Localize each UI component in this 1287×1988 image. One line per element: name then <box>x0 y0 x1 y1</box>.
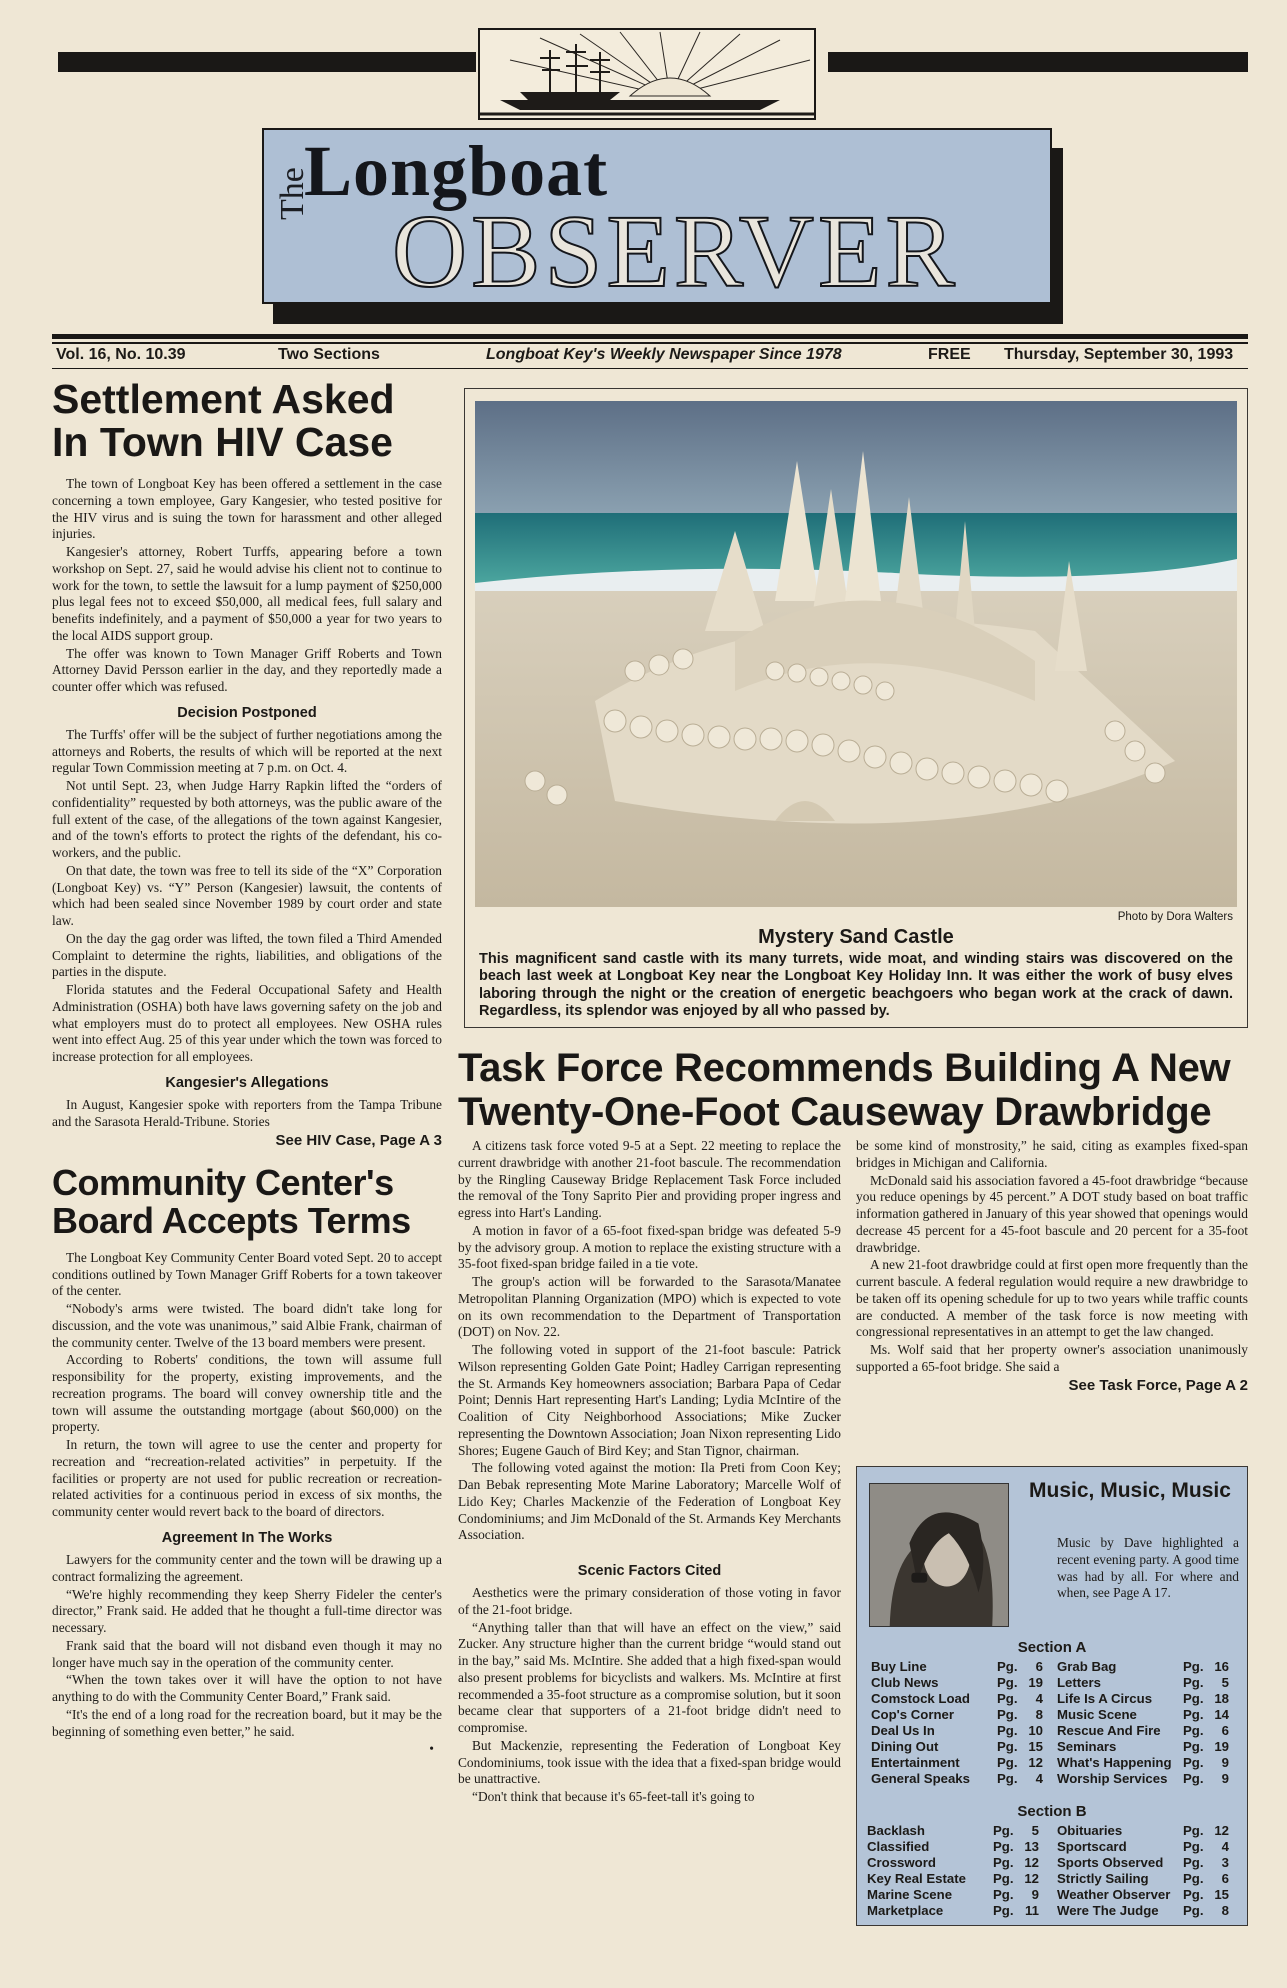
index-entry <box>1057 1723 1229 1739</box>
index-entry-num: 5 <box>1221 1675 1229 1690</box>
index-entry-pg: Pg. <box>1183 1839 1204 1854</box>
index-entry <box>867 1887 1039 1903</box>
index-entry-name: Marine Scene <box>867 1887 953 1902</box>
sand-castle-feature <box>464 388 1248 1028</box>
article-paragraph: Aesthetics were the primary consideration of those voting in favor of the 21-foot bridge. <box>458 1585 841 1617</box>
index-entry-num: 4 <box>1035 1771 1043 1786</box>
article-paragraph: On the day the gag order was lifted, the town filed a Third Amended Complaint to determine the rights, liabilities, and obligations of the parties in the dispute. <box>52 930 442 980</box>
article-paragraph: Kangesier's attorney, Robert Turffs, appearing before a town workshop on Sept. 27, said he would advise his client not to continue to work for the town, to settle the lawsuit for a lump payment of $250,000 plus legal fees not to exceed $50,000, all medical fees, full salary and benefits indefinitely, and a payment of $50,000 a year for two years to the local AIDS support group. <box>52 544 442 643</box>
index-entry <box>1057 1823 1229 1839</box>
section-b-title: Section B <box>1017 1803 1087 1820</box>
article-paragraph: The group's action will be forwarded to the Sarasota/Manatee Metropolitan Planning Organization (MPO) which is expected to vote on its own recommendation to the Department of Transportation (DOT) on Nov. 22. <box>458 1274 841 1340</box>
price-label: FREE <box>928 346 971 363</box>
index-entry-num: 14 <box>1214 1707 1229 1722</box>
article-paragraph: “Nobody's arms were twisted. The board didn't take long for discussion, and the vote was unanimous,” said Albie Frank, chairman of the community center. Twelve of the 13 board members were present. <box>52 1301 442 1350</box>
index-entry-name: Were The Judge <box>1057 1903 1159 1918</box>
index-entry-name: Grab Bag <box>1057 1659 1117 1674</box>
index-entry-num: 15 <box>1028 1739 1043 1754</box>
index-entry <box>1057 1771 1229 1787</box>
article-paragraph: The Longboat Key Community Center Board voted Sept. 20 to accept conditions outlined by Town Manager Griff Roberts for a town takeover of the center. <box>52 1249 442 1299</box>
article-paragraph: A citizens task force voted 9-5 at a Sept. 22 meeting to replace the current drawbridge with another 21-foot bascule. The recommendation by the Ringling Causeway Bridge Replacement Task Force included the removal of the Tony Saprito Pier and providing proper ingress and egress into Hart's Landing. <box>458 1138 841 1220</box>
index-entry-name: Entertainment <box>871 1755 960 1770</box>
index-entry-name: Deal Us In <box>871 1723 935 1738</box>
index-entry-num: 6 <box>1221 1723 1229 1738</box>
article-paragraph: “It's the end of a long road for the recreation board, but it may be the beginning of something even better,” he said. <box>52 1706 442 1739</box>
index-entry-pg: Pg. <box>1183 1691 1204 1706</box>
index-entry <box>871 1755 1043 1771</box>
article-paragraph: Lawyers for the community center and the town will be drawing up a contract formalizing the agreement. <box>52 1552 442 1584</box>
index-entry-num: 12 <box>1028 1755 1043 1770</box>
index-entry-pg: Pg. <box>997 1691 1018 1706</box>
index-entry-num: 6 <box>1035 1659 1043 1674</box>
index-entry-num: 8 <box>1035 1707 1043 1722</box>
index-entry-pg: Pg. <box>1183 1739 1204 1754</box>
task-force-column-2 <box>856 1138 1248 1395</box>
index-entry <box>1057 1691 1229 1707</box>
index-entry-name: Worship Services <box>1057 1771 1168 1786</box>
masthead-rule-thick <box>52 334 1248 339</box>
task-force-jump-link[interactable]: See Task Force, Page A 2 <box>1068 1376 1248 1394</box>
index-entry-pg: Pg. <box>1183 1771 1204 1786</box>
index-entry-name: Dining Out <box>871 1739 939 1754</box>
index-entry-name: Letters <box>1057 1675 1101 1690</box>
section-a-title: Section A <box>1017 1639 1087 1656</box>
index-entry-num: 4 <box>1221 1839 1229 1854</box>
article-paragraph: “When the town takes over it will have the option to not have anything to do with the Community Center Board,” Frank said. <box>52 1672 442 1705</box>
index-entry-pg: Pg. <box>997 1659 1018 1674</box>
article-paragraph: The town of Longboat Key has been offered a settlement in the case concerning a town employee, Gary Kangesier, who tested positive for the HIV virus and is suing the town for harassment and other alleged injuries. <box>52 476 442 542</box>
article-paragraph: On that date, the town was free to tell its side of the “X” Corporation (Longboat Key) vs. “Y” Person (Kangesier) lawsuit, the contents of which had been sealed since November 1989 by court order and state law. <box>52 862 442 929</box>
index-entry-num: 4 <box>1035 1691 1043 1706</box>
newspaper-nameplate <box>262 128 1052 309</box>
info-rule <box>52 368 1248 369</box>
index-entry-name: Key Real Estate <box>867 1871 966 1886</box>
index-entry-num: 13 <box>1024 1839 1039 1854</box>
index-entry <box>867 1823 1039 1839</box>
index-entry-name: General Speaks <box>871 1771 970 1786</box>
index-entry <box>1057 1707 1229 1723</box>
article-paragraph: McDonald said his association favored a 45-foot drawbridge “because you reduce openings by 45 percent.” A DOT study based on boat traffic information gathered in January of this year showed that openings would decrease 45 percent for a 45-foot bascule and 20 percent for a 35-foot drawbridge. <box>856 1172 1248 1255</box>
article-paragraph: Not until Sept. 23, when Judge Harry Rapkin lifted the “orders of confidentiality” requested by both attorneys, was the public aware of the full extent of the case, of the allegations of the town against Kangesier, and of the town's efforts to protect the rights of the defendant, his co-workers, and the public. <box>52 778 442 861</box>
index-entry-num: 11 <box>1025 1903 1039 1918</box>
music-title: Music, Music, Music <box>1029 1479 1231 1502</box>
article-subhead: Kangesier's Allegations <box>165 1074 329 1091</box>
index-entry-num: 8 <box>1221 1903 1229 1918</box>
index-entry-pg: Pg. <box>1183 1871 1204 1886</box>
index-entry-pg: Pg. <box>993 1887 1014 1902</box>
index-entry <box>1057 1739 1229 1755</box>
index-entry-pg: Pg. <box>993 1839 1014 1854</box>
index-entry-pg: Pg. <box>1183 1887 1204 1902</box>
article-paragraph: Frank said that the board will not disband even though it may no longer have much say in the operation of the community center. <box>52 1637 442 1670</box>
index-entry-num: 19 <box>1028 1675 1043 1690</box>
masthead-bar-right <box>828 52 1248 72</box>
index-entry-pg: Pg. <box>1183 1855 1204 1870</box>
index-entry <box>1057 1871 1229 1887</box>
article-paragraph: Ms. Wolf said that her property owner's association unanimously supported a 65-foot bridge. She said a <box>856 1342 1248 1374</box>
article-paragraph: “We're highly recommending they keep Sherry Fideler the center's director,” Frank said. He added that he thought a full-time director was necessary. <box>52 1586 442 1636</box>
index-entry-num: 9 <box>1031 1887 1039 1902</box>
index-entry-name: Weather Observer <box>1057 1887 1171 1902</box>
index-entry <box>867 1839 1039 1855</box>
index-entry-name: Buy Line <box>871 1659 927 1674</box>
index-entry-pg: Pg. <box>997 1771 1018 1786</box>
hiv-case-article <box>52 476 442 1150</box>
community-center-headline: Community Center's Board Accepts Terms <box>52 1162 411 1242</box>
article-subhead: Scenic Factors Cited <box>577 1563 722 1579</box>
index-entry-pg: Pg. <box>1183 1723 1204 1738</box>
index-entry-name: Backlash <box>867 1823 925 1838</box>
volume-number: Vol. 16, No. 10.39 <box>56 346 186 363</box>
index-entry <box>871 1771 1043 1787</box>
index-entry-pg: Pg. <box>993 1823 1014 1838</box>
article-paragraph: According to Roberts' conditions, the town will assume full responsibility for the property, existing improvements, and the recreation programs. The board will convey ownership title and the town will assume the outstanding mortgage (about $60,000) on the property. <box>52 1352 442 1435</box>
index-entry-name: Obituaries <box>1057 1823 1123 1838</box>
index-entry-num: 18 <box>1214 1691 1229 1706</box>
index-entry-name: Cop's Corner <box>871 1707 955 1722</box>
logo-the: The <box>274 167 311 220</box>
music-index-box <box>856 1466 1248 1926</box>
index-entry-num: 12 <box>1024 1855 1039 1870</box>
index-entry-num: 10 <box>1028 1723 1043 1738</box>
index-entry-pg: Pg. <box>997 1739 1018 1754</box>
index-entry-pg: Pg. <box>1183 1707 1204 1722</box>
index-entry-pg: Pg. <box>1183 1755 1204 1770</box>
index-entry-num: 19 <box>1214 1739 1229 1754</box>
index-entry-num: 9 <box>1221 1771 1229 1786</box>
article-paragraph: The Turffs' offer will be the subject of further negotiations among the attorneys and Roberts, the results of which will be reported at the next regular Town Commission meeting at 7 p.m. on Oct. 4. <box>52 726 442 776</box>
index-entry <box>1057 1839 1229 1855</box>
ship-logo <box>478 28 816 120</box>
index-entry-pg: Pg. <box>997 1723 1018 1738</box>
index-entry <box>1057 1855 1229 1871</box>
index-entry-name: Marketplace <box>867 1903 944 1918</box>
index-entry-pg: Pg. <box>993 1903 1014 1918</box>
index-entry-num: 12 <box>1024 1871 1039 1886</box>
task-force-column-1 <box>458 1138 841 1807</box>
article-subhead: Decision Postponed <box>177 704 317 721</box>
section-b-right-list <box>1057 1823 1229 1919</box>
music-blurb: Music by Dave highlighted a recent evening party. A good time was had by all. For where and when, see Page A 17. <box>1057 1535 1239 1601</box>
article-paragraph: Florida statutes and the Federal Occupational Safety and Health Administration (OSHA) both have laws governing safety on the job and what employers must do to protect all employees. New OSHA rules went into effect Aug. 25 of this year under which the town was forced to increase protection for all employees. <box>52 982 442 1065</box>
index-entry-num: 16 <box>1214 1659 1229 1674</box>
issue-date: Thursday, September 30, 1993 <box>1004 346 1234 363</box>
hiv-jump-link[interactable]: See HIV Case, Page A 3 <box>275 1131 442 1149</box>
masthead-bar-left <box>58 52 476 72</box>
index-entry-name: Comstock Load <box>871 1691 970 1706</box>
logo-observer: OBSERVER <box>392 194 959 309</box>
index-entry-name: Rescue And Fire <box>1057 1723 1161 1738</box>
index-entry-num: 5 <box>1031 1823 1039 1838</box>
index-entry <box>1057 1659 1229 1675</box>
ship-sunrise-icon <box>480 30 814 118</box>
left-column <box>52 378 442 1758</box>
index-entry-name: Seminars <box>1057 1739 1117 1754</box>
index-entry-name: Club News <box>871 1675 939 1690</box>
end-mark: • <box>429 1741 434 1757</box>
index-entry-pg: Pg. <box>1183 1903 1204 1918</box>
article-subhead: Agreement In The Works <box>161 1529 333 1546</box>
index-entry-pg: Pg. <box>997 1755 1018 1770</box>
photo-caption: This magnificent sand castle with its many turrets, wide moat, and winding stairs was discovered on the beach last week at Longboat Key near the Longboat Key Holiday Inn. It was either the work of busy elves laboring through the night or the creation of energetic beachgoers who began work at the crack of dawn. Regardless, its splendor was enjoyed by all who passed by. <box>479 951 1233 1020</box>
tagline: Longboat Key's Weekly Newspaper Since 1978 <box>486 346 842 363</box>
index-entry <box>871 1739 1043 1755</box>
index-entry-name: Music Scene <box>1057 1707 1137 1722</box>
article-paragraph: “Anything taller than that will have an effect on the view,” said Zucker. Any structure higher than the current bridge “would stand out in the bay,” said Ms. McIntire. She added that a high fixed-span would also present problems for bicyclists and walkers. Ms. McIntire at first recommended a 35-foot structure as a compromise solution, but it soon became clear that supporters of a 21-foot bridge didn't need to compromise. <box>458 1619 841 1736</box>
article-paragraph: In August, Kangesier spoke with reporters from the Tampa Tribune and the Sarasota Herald-Tribune. Stories <box>52 1097 442 1129</box>
index-entry <box>871 1723 1043 1739</box>
masthead-rule-thin <box>52 342 1248 344</box>
article-paragraph: A motion in favor of a 65-foot fixed-span bridge was defeated 5-9 by the advisory group. A motion to replace the existing structure with a 35-foot fixed-span bridge failed in a tie vote. <box>458 1222 841 1272</box>
article-paragraph: “Don't think that because it's 65-feet-tall it's going to <box>472 1789 755 1805</box>
community-center-article <box>52 1250 442 1758</box>
index-entry-pg: Pg. <box>993 1871 1014 1886</box>
index-entry-pg: Pg. <box>997 1707 1018 1722</box>
index-entry <box>867 1871 1039 1887</box>
hiv-case-headline: Settlement Asked In Town HIV Case <box>52 376 395 466</box>
index-entry <box>867 1855 1039 1871</box>
index-entry <box>867 1903 1039 1919</box>
index-entry <box>871 1691 1043 1707</box>
section-a-right-list <box>1057 1659 1229 1787</box>
musician-photo <box>869 1483 1009 1627</box>
article-paragraph: be some kind of monstrosity,” he said, citing as examples fixed-span bridges in Michigan and California. <box>856 1138 1248 1170</box>
article-paragraph: The following voted in support of the 21-foot bascule: Patrick Wilson representing Golden Gate Point; Hadley Carrigan representing the St. Armands Key homeowners association; Barbara Papa of Cedar Point; Dennis Hart representing Hart's Landing; Lydia McIntire of the Coalition of City Neighborhood Associations; Mike Zucker representing the Downtown Association; Joan Nixon representing Lido Shores; Eugene Gauch of Bird Key; and Stan Tignor, chairman. <box>458 1342 841 1458</box>
index-entry-num: 15 <box>1214 1887 1229 1902</box>
index-entry-pg: Pg. <box>1183 1659 1204 1674</box>
index-entry-name: Strictly Sailing <box>1057 1871 1149 1886</box>
section-b-left-list <box>867 1823 1039 1919</box>
index-entry-num: 12 <box>1214 1823 1229 1838</box>
photo-title: Mystery Sand Castle <box>758 926 954 948</box>
article-paragraph: A new 21-foot drawbridge could at first open more frequently than the current bascule. A federal regulation would require a new drawbridge to be taken off its opening schedule for up to two years while traffic counts are conducted. A member of the task force is now meeting with congressional representatives in an attempt to get the law changed. <box>856 1257 1248 1340</box>
section-count: Two Sections <box>278 346 380 363</box>
index-entry-pg: Pg. <box>993 1855 1014 1870</box>
index-entry <box>871 1675 1043 1691</box>
index-entry <box>1057 1887 1229 1903</box>
index-entry <box>871 1707 1043 1723</box>
index-entry-pg: Pg. <box>997 1675 1018 1690</box>
index-entry-name: Sports Observed <box>1057 1855 1164 1870</box>
index-entry-num: 3 <box>1221 1855 1229 1870</box>
article-paragraph: The following voted against the motion: Ila Preti from Coon Key; Dan Bebak representing Mote Marine Laboratory; Marcelle Wolf of Lido Key; Charles Mackenzie of the Federation of Longboat Key Condominiums; and Jim McDonald of the St. Armands Key Merchants Association. <box>458 1460 841 1543</box>
logo-longboat: Longboat <box>304 131 609 211</box>
index-entry-name: Classified <box>867 1839 930 1854</box>
section-a-left-list <box>871 1659 1043 1787</box>
article-paragraph: In return, the town will agree to use the center and property for recreation and “recreation-related activities” in perpetuity. If the facilities or property are not used for public recreation or recreation-related activities for a continuous period in excess of six months, the community center would revert back to the board of directors. <box>52 1437 442 1520</box>
index-entry-pg: Pg. <box>1183 1675 1204 1690</box>
article-paragraph: But Mackenzie, representing the Federation of Longboat Key Condominiums, took issue with the idea that a fixed-span bridge would be unattractive. <box>458 1737 841 1787</box>
index-entry-name: Crossword <box>867 1855 936 1870</box>
index-entry-name: What's Happening <box>1057 1755 1172 1770</box>
task-force-headline: Task Force Recommends Building A New Twenty-One-Foot Causeway Drawbridge <box>458 1046 1231 1134</box>
index-entry-name: Life Is A Circus <box>1057 1691 1153 1706</box>
photo-credit: Photo by Dora Walters <box>1117 911 1233 923</box>
index-entry-num: 6 <box>1221 1871 1229 1886</box>
index-entry <box>1057 1755 1229 1771</box>
article-paragraph: The offer was known to Town Manager Griff Roberts and Town Attorney David Persson earlier in the day, and they reportedly made a counter offer which was refused. <box>52 645 442 695</box>
sand-castle-photo <box>475 401 1237 907</box>
index-entry-num: 9 <box>1221 1755 1229 1770</box>
index-entry-name: Sportscard <box>1057 1839 1127 1854</box>
index-entry-pg: Pg. <box>1183 1823 1204 1838</box>
index-entry <box>1057 1675 1229 1691</box>
index-entry <box>871 1659 1043 1675</box>
index-entry <box>1057 1903 1229 1919</box>
